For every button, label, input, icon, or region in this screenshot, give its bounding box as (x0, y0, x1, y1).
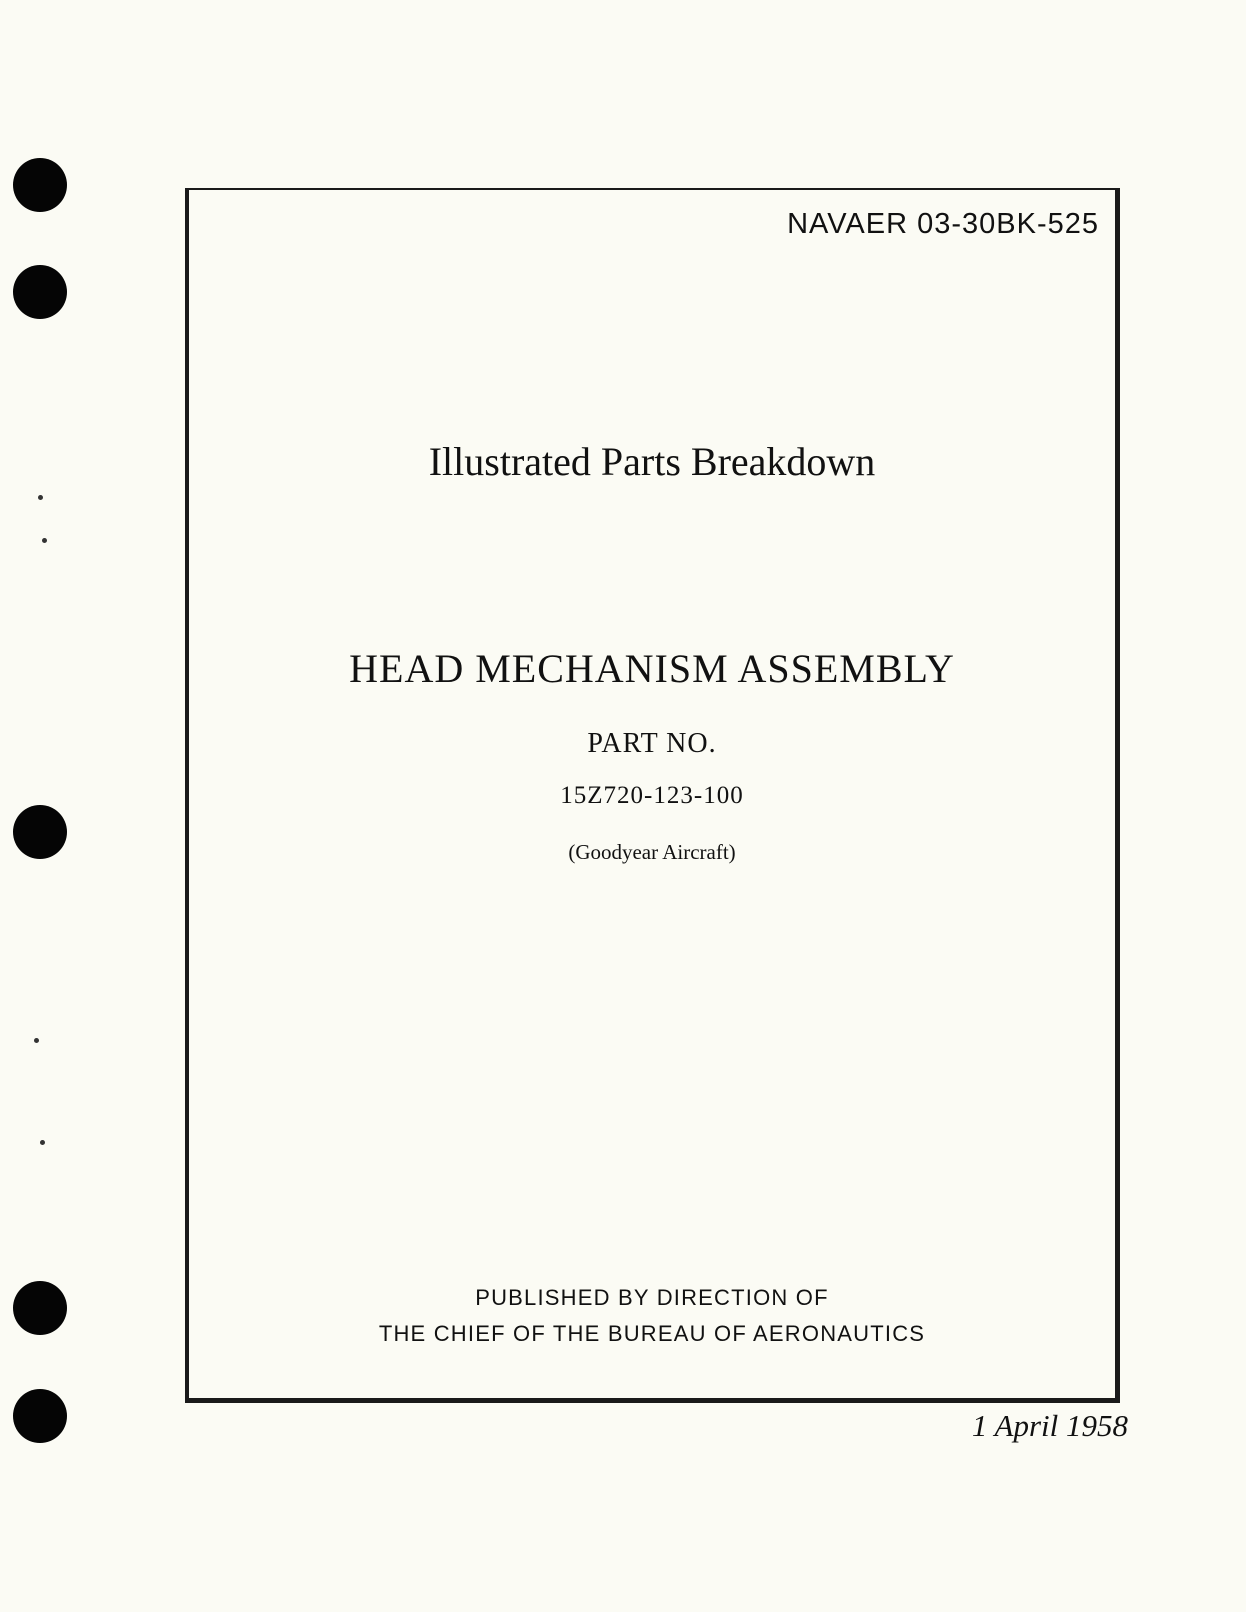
manufacturer: (Goodyear Aircraft) (568, 840, 736, 864)
part-number: 15Z720-123-100 (560, 782, 744, 809)
binder-hole-2 (13, 265, 67, 319)
binder-hole-3 (13, 805, 67, 859)
binder-hole-1 (13, 158, 67, 212)
section-title: Illustrated Parts Breakdown (428, 439, 876, 484)
scan-speck (40, 1140, 45, 1145)
part-number-label: PART NO. (587, 728, 717, 759)
publication-date: 1 April 1958 (971, 1408, 1128, 1443)
publisher-line-2: THE CHIEF OF THE BUREAU OF AERONAUTICS (378, 1321, 926, 1346)
scan-speck (34, 1038, 39, 1043)
publisher-line-1: PUBLISHED BY DIRECTION OF (475, 1285, 829, 1310)
main-title: HEAD MECHANISM ASSEMBLY (349, 646, 955, 691)
binder-hole-5 (13, 1389, 67, 1443)
binder-hole-4 (13, 1281, 67, 1335)
scan-speck (38, 495, 43, 500)
scan-speck (42, 538, 47, 543)
title-page-frame (185, 188, 1120, 1403)
document-number: NAVAER 03-30BK-525 (787, 208, 1099, 240)
